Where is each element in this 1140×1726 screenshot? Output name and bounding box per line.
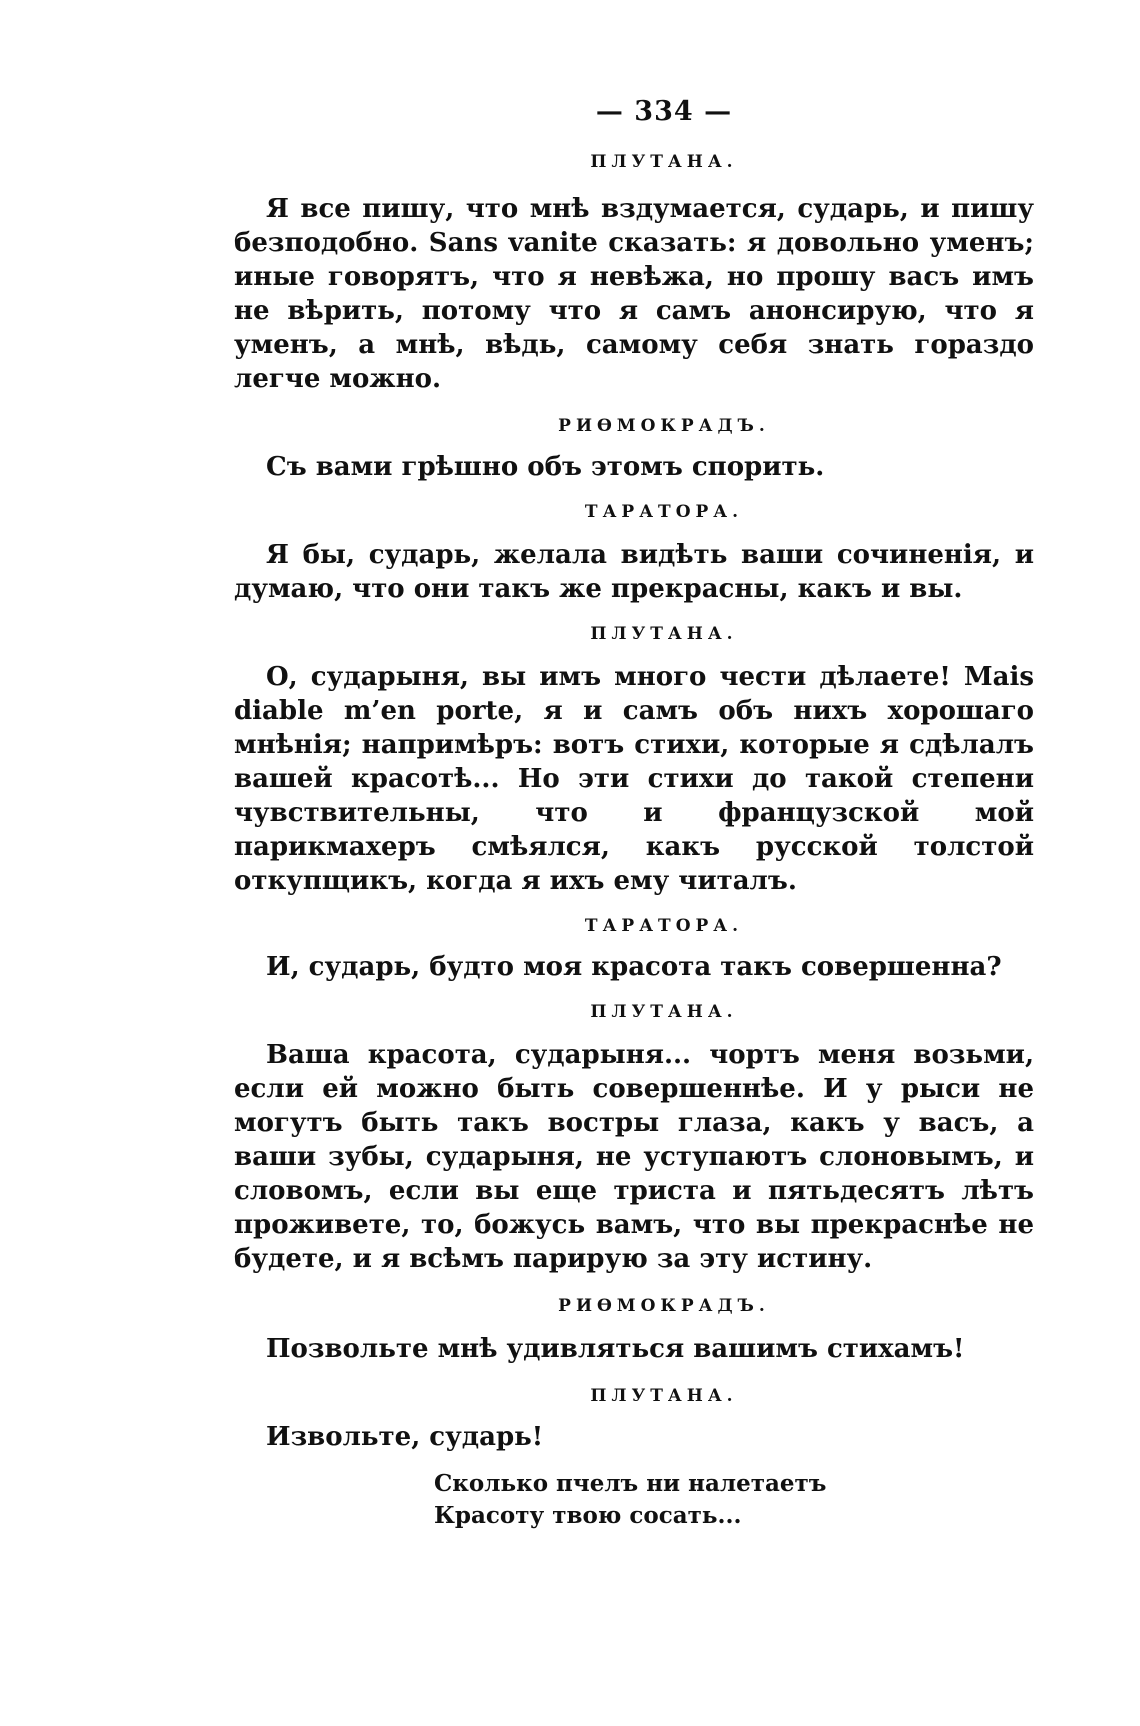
speaker-name: ТАРАТОРА. [584, 502, 744, 522]
dialogue-text: Извольте, сударь! [266, 1422, 544, 1452]
dialogue-text: Я бы, сударь, желала видѣть ваши сочиненія, и думаю, что они такъ же прекрасны, какъ и вы. [234, 540, 1034, 604]
verse-line: Красоту твою сосать... [434, 1502, 742, 1529]
dialogue-text: Ваша красота, сударыня... чортъ меня возьми, если ей можно быть совершеннѣе. И у рыси не могутъ быть такъ востры глаза, какъ у васъ, а ваши зубы, сударыня, не уступаютъ слоновымъ, и словомъ, если вы еще триста и пятьдесятъ лѣтъ проживете, то, божусь вамъ, что вы прекраснѣе не будете, и я всѣмъ парирую за эту истину. [234, 1040, 1034, 1274]
speaker-name: ПЛУТАНА. [590, 1386, 738, 1406]
dialogue-text: Я все пишу, что мнѣ вздумается, сударь, и пишу безподобно. Sans vanite сказать: я довольно уменъ; иные говорятъ, что я невѣжа, но прошу васъ имъ не вѣрить, потому что я самъ анонсирую, что я уменъ, а мнѣ, вѣдь, самому себя знать гораздо легче можно. [234, 194, 1034, 394]
speaker-name: ТАРАТОРА. [584, 916, 744, 936]
speaker-name: РИѲМОКРАДЪ. [558, 416, 770, 436]
speaker-name: ПЛУТАНА. [590, 1002, 738, 1022]
dialogue-text: О, сударыня, вы имъ много чести дѣлаете! Mais diable m’en porte, я и самъ объ нихъ хорошаго мнѣнія; напримѣръ: вотъ стихи, которые я сдѣлалъ вашей красотѣ... Но эти стихи до такой степени чувствительны, что и французской мой парикмахеръ смѣялся, какъ русской толстой откупщикъ, когда я ихъ ему читалъ. [234, 662, 1034, 896]
verse-block [434, 1468, 1034, 1532]
speaker-name: РИѲМОКРАДЪ. [558, 1296, 770, 1316]
speaker-name: ПЛУТАНА. [590, 624, 738, 644]
dialogue-text: И, сударь, будто моя красота такъ совершенна? [266, 952, 1002, 982]
speaker-name: ПЛУТАНА. [590, 152, 738, 172]
page-number: — 334 — [595, 96, 733, 127]
document-page [234, 92, 1034, 1532]
dialogue-text: Съ вами грѣшно объ этомъ спорить. [266, 452, 825, 482]
dialogue-text: Позвольте мнѣ удивляться вашимъ стихамъ! [266, 1334, 965, 1364]
verse-line: Сколько пчелъ ни налетаетъ [434, 1470, 827, 1497]
